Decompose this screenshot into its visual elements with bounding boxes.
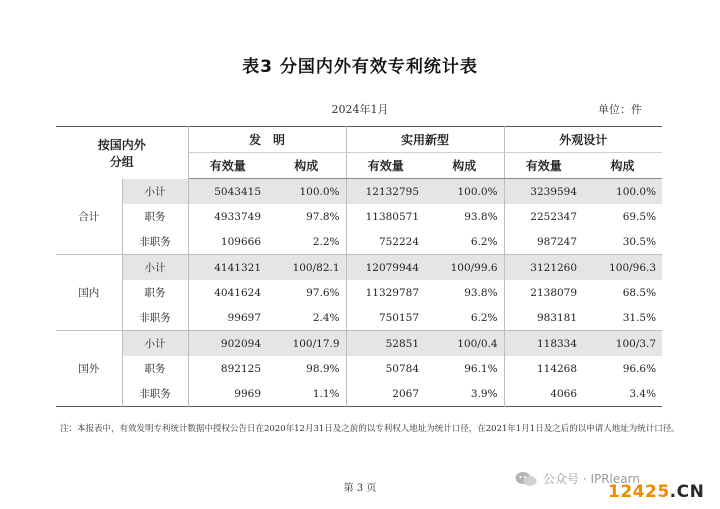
watermark-text: 公众号 · IPRlearn [543, 472, 640, 486]
utility-count: 11329787 [365, 286, 420, 299]
row-subcategory: 非职务 [122, 229, 188, 255]
invention-count: 4141321 [188, 255, 267, 281]
table-row [56, 305, 662, 331]
invention-count: 5043415 [188, 179, 267, 205]
invention-count: 9969 [234, 387, 262, 400]
table-row [56, 179, 662, 205]
design-count: 987247 [536, 235, 578, 248]
row-subcategory: 非职务 [122, 305, 188, 331]
design-count: 3239594 [504, 179, 583, 205]
design-share: 68.5% [622, 286, 657, 299]
patent-statistics-table [56, 126, 662, 407]
row-subcategory: 非职务 [122, 381, 188, 407]
utility-share: 93.8% [425, 204, 504, 229]
utility-count: 12079944 [346, 255, 425, 281]
invention-count: 4041624 [214, 286, 262, 299]
design-count: 114268 [536, 362, 578, 375]
utility-count: 12132795 [346, 179, 425, 205]
row-subcategory: 职务 [122, 204, 188, 229]
col-header-count: 有效量 [504, 153, 583, 179]
invention-share: 2.2% [267, 229, 346, 255]
design-count: 118334 [504, 331, 583, 357]
design-share: 100.0% [583, 179, 662, 205]
design-count: 4066 [550, 387, 578, 400]
wechat-icon [515, 471, 537, 487]
utility-count: 750157 [378, 311, 420, 324]
row-category: 国内 [56, 255, 122, 331]
invention-share: 100.0% [267, 179, 346, 205]
table-title: 表3 分国内外有效专利统计表 [242, 57, 478, 77]
row-subcategory: 小计 [122, 179, 188, 205]
utility-share: 96.1% [425, 356, 504, 381]
invention-share: 2.4% [267, 305, 346, 331]
invention-share: 100/82.1 [267, 255, 346, 281]
row-category: 合计 [56, 179, 122, 255]
table-row [56, 280, 662, 305]
group-design: 外观设计 [504, 127, 662, 153]
table-row [56, 255, 662, 281]
table-row [56, 381, 662, 407]
group-invention: 发 明 [188, 127, 346, 153]
invention-share: 97.8% [267, 204, 346, 229]
design-count: 3121260 [504, 255, 583, 281]
design-count: 2138079 [530, 286, 578, 299]
utility-share: 6.2% [425, 305, 504, 331]
corner-header: 按国内外分组 [56, 127, 188, 179]
design-count: 2252347 [530, 210, 578, 223]
table-row [56, 356, 662, 381]
utility-count: 11380571 [365, 210, 420, 223]
design-share: 31.5% [622, 311, 657, 324]
footnote: 注：本报表中，有效发明专利统计数据中授权公告日在2020年12月31日及之前的以专利权人地址为统计口径，在2021年1月1日及之后的以申请人地址为统计口径。 [60, 424, 680, 434]
utility-share: 93.8% [425, 280, 504, 305]
invention-count: 99697 [227, 311, 262, 324]
page-number: 第 3 页 [343, 483, 377, 494]
utility-share: 3.9% [425, 381, 504, 407]
utility-share: 100/0.4 [425, 331, 504, 357]
brand-logo-number: 12425 [608, 482, 670, 502]
invention-count: 109666 [220, 235, 262, 248]
col-header-share: 构成 [583, 153, 662, 179]
design-share: 100/3.7 [583, 331, 662, 357]
row-subcategory: 小计 [122, 331, 188, 357]
design-share: 69.5% [622, 210, 657, 223]
invention-count: 902094 [188, 331, 267, 357]
header-row-groups [56, 127, 662, 153]
utility-count: 752224 [378, 235, 420, 248]
utility-share: 100.0% [425, 179, 504, 205]
table-row [56, 204, 662, 229]
table-row [56, 331, 662, 357]
col-header-share: 构成 [425, 153, 504, 179]
col-header-share: 构成 [267, 153, 346, 179]
invention-share: 1.1% [267, 381, 346, 407]
brand-logo [608, 482, 704, 502]
row-subcategory: 职务 [122, 356, 188, 381]
invention-count: 892125 [220, 362, 262, 375]
utility-count: 50784 [385, 362, 420, 375]
design-share: 3.4% [629, 387, 657, 400]
row-category: 国外 [56, 331, 122, 407]
row-subcategory: 小计 [122, 255, 188, 281]
report-date: 2024年1月 [331, 103, 389, 116]
invention-share: 98.9% [267, 356, 346, 381]
unit-label: 单位：件 [598, 103, 642, 116]
row-subcategory: 职务 [122, 280, 188, 305]
invention-share: 100/17.9 [267, 331, 346, 357]
col-header-count: 有效量 [188, 153, 267, 179]
utility-count: 52851 [346, 331, 425, 357]
invention-share: 97.6% [267, 280, 346, 305]
design-count: 983181 [536, 311, 578, 324]
design-share: 30.5% [622, 235, 657, 248]
utility-count: 2067 [392, 387, 420, 400]
table-row [56, 229, 662, 255]
utility-share: 100/99.6 [425, 255, 504, 281]
group-utility-model: 实用新型 [346, 127, 504, 153]
invention-count: 4933749 [214, 210, 262, 223]
design-share: 96.6% [622, 362, 657, 375]
brand-logo-domain: .CN [669, 482, 705, 502]
utility-share: 6.2% [425, 229, 504, 255]
col-header-count: 有效量 [346, 153, 425, 179]
design-share: 100/96.3 [583, 255, 662, 281]
